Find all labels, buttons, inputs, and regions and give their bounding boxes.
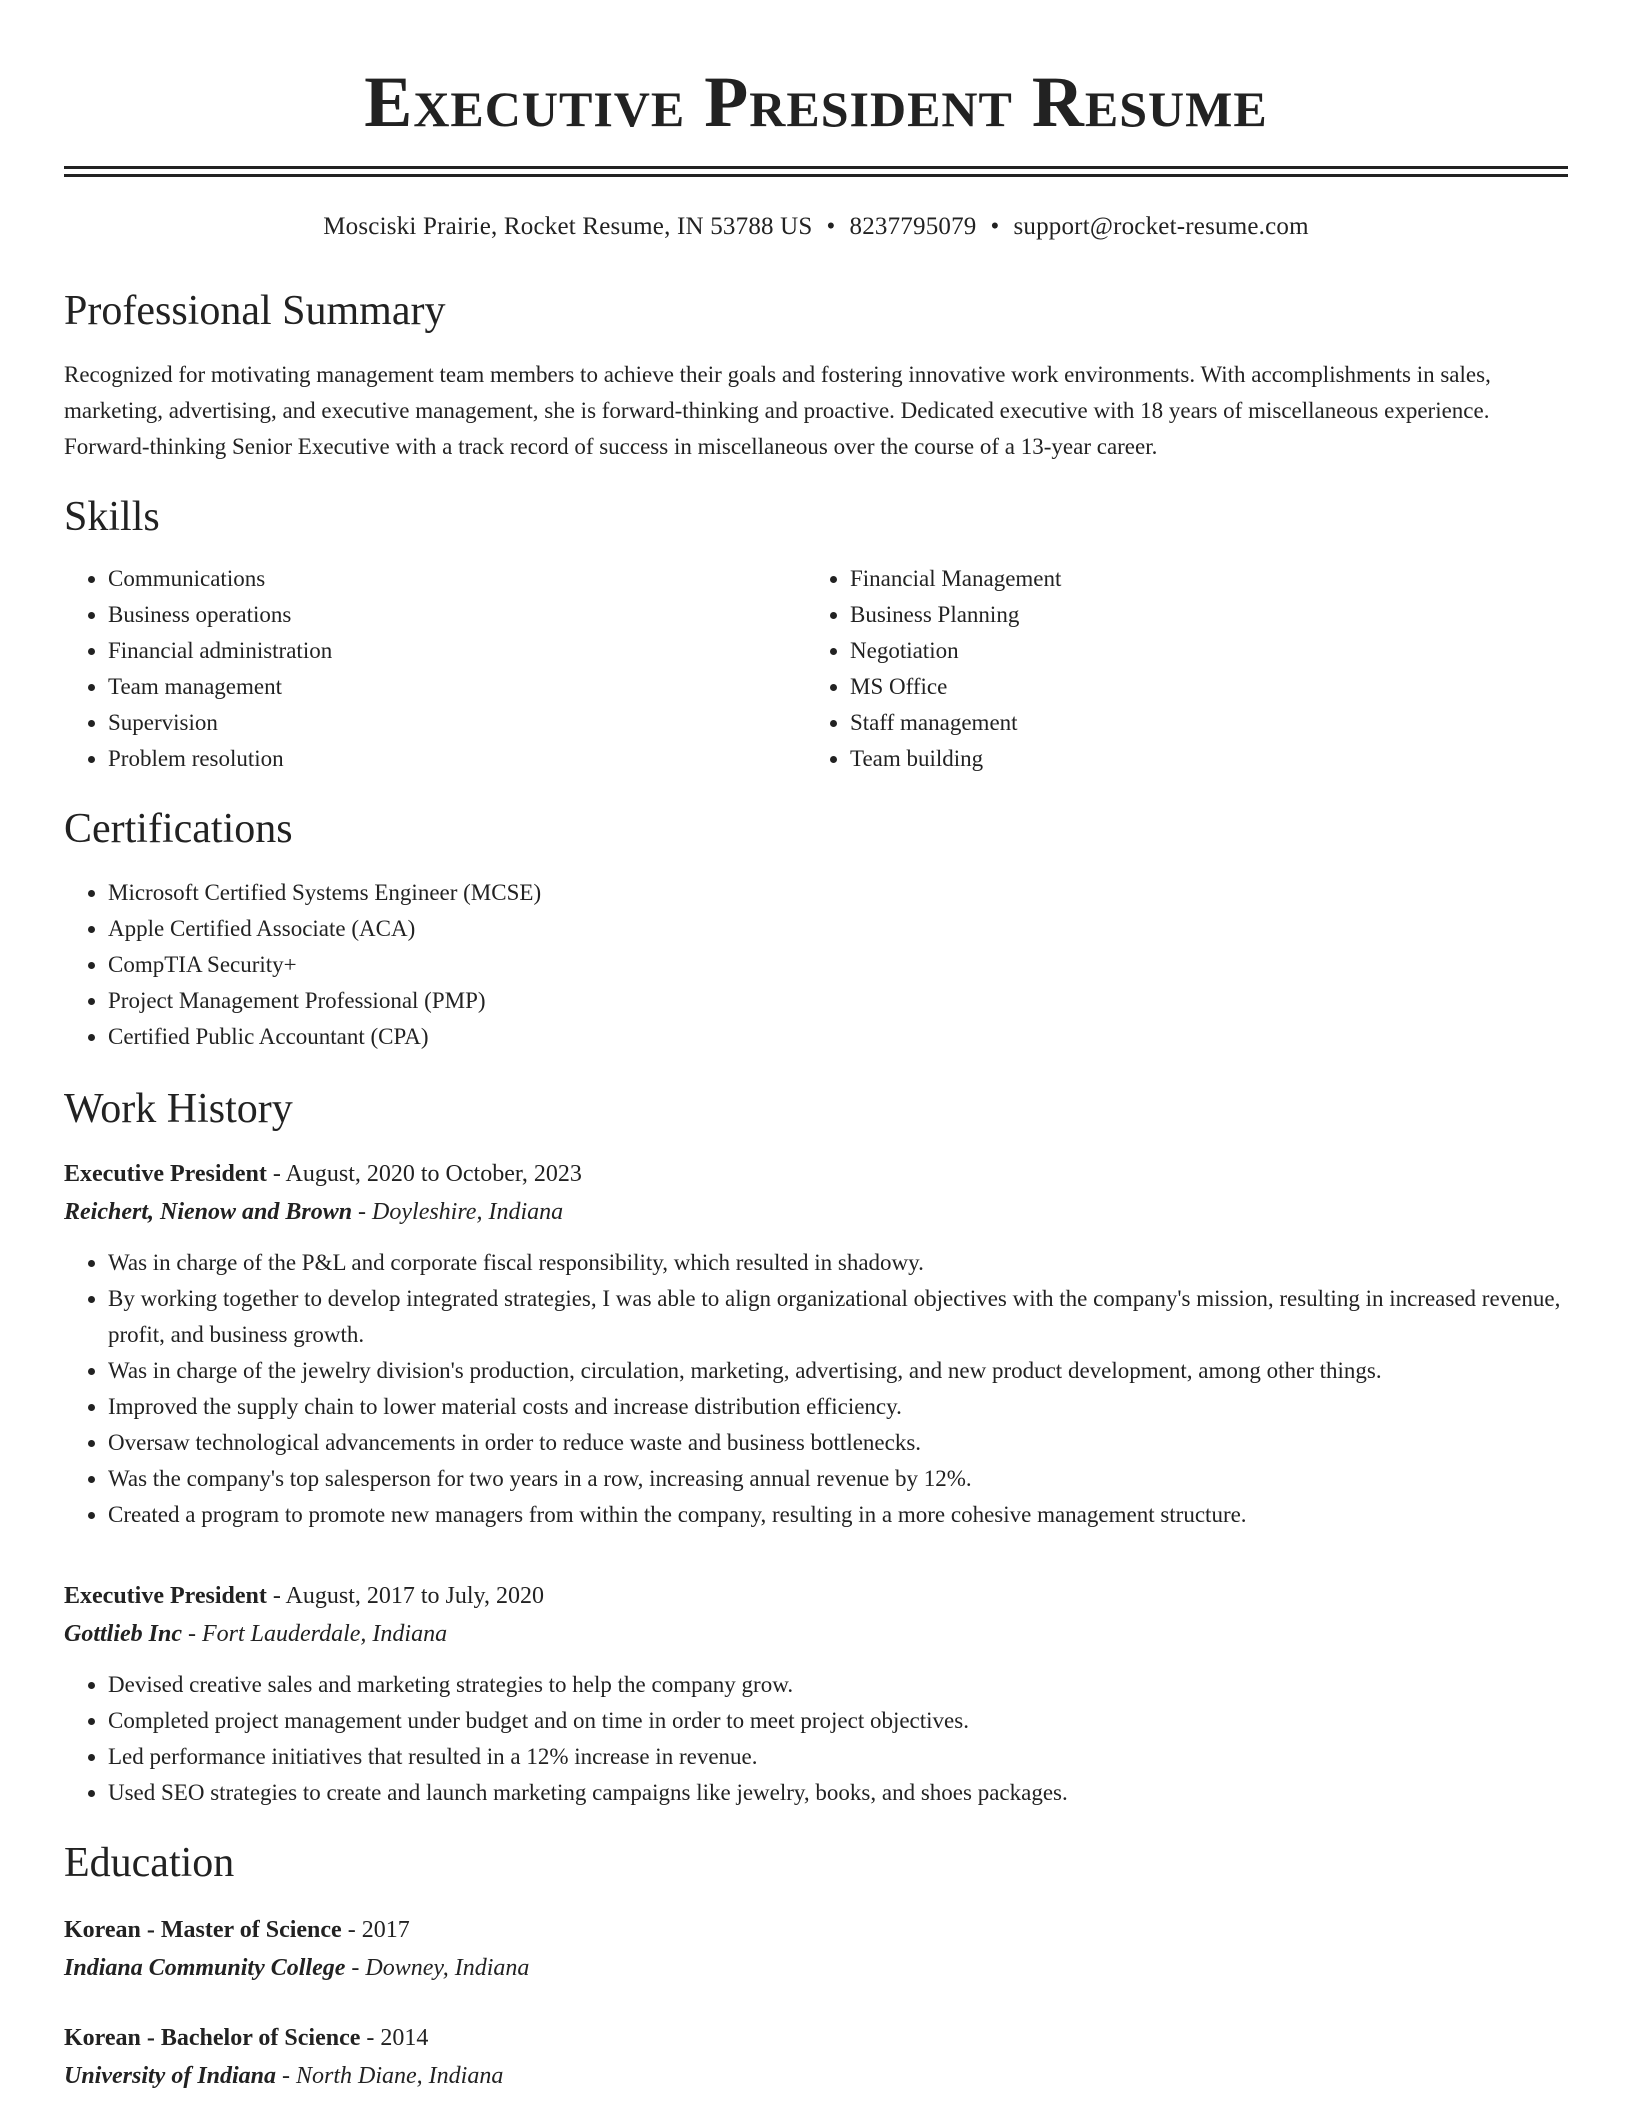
education-heading: Education [64, 1840, 235, 1886]
skill-item: • Supervision [108, 705, 806, 741]
skill-item: • Financial administration [108, 633, 806, 669]
job-bullet: • Was in charge of the jewelry division's production, circulation, marketing, advertising, and new product development, among other things. [108, 1353, 1568, 1389]
summary-text: Recognized for motivating management team members to achieve their goals and fostering innovative work environments. With accomplishments in sales, marketing, advertising, and executive management, she is forward-thinking and proactive. Dedicated executive with 18 years of miscellaneous experience. Forward-thinking Senior Executive with a track record of success in miscellaneous over the course of a 13-year career. [64, 362, 1491, 459]
education-year: - 2017 [341, 1917, 410, 1943]
contact-address: Mosciski Prairie, Rocket Resume, IN 53788 US [323, 213, 813, 240]
skill-item: • Team management [108, 669, 806, 705]
certification-item: • Project Management Professional (PMP) [108, 983, 1568, 1019]
job-bullet: • Was in charge of the P&L and corporate fiscal responsibility, which resulted in shadowy. [108, 1245, 1568, 1281]
job-dates: - August, 2020 to October, 2023 [266, 1161, 582, 1187]
education-school-line [64, 1949, 1568, 1987]
certification-item: • Microsoft Certified Systems Engineer (MCSE) [108, 875, 1568, 911]
contact-email: support@rocket-resume.com [1013, 213, 1309, 240]
skill-item: • Business operations [108, 597, 806, 633]
skills-list-right [806, 561, 1548, 777]
certifications-heading: Certifications [64, 806, 293, 852]
job-dates: - August, 2017 to July, 2020 [266, 1583, 544, 1609]
job-entry [64, 1155, 1568, 1533]
job-company-line [64, 1193, 1568, 1231]
title-double-rule [64, 166, 1568, 177]
job-location: - Doyleshire, Indiana [352, 1199, 564, 1225]
summary-heading: Professional Summary [64, 288, 446, 334]
job-bullets [64, 1667, 1568, 1811]
job-title: Executive President [64, 1583, 267, 1609]
contact-separator: • [990, 213, 1000, 240]
job-role-line [64, 1577, 1568, 1615]
education-year: - 2014 [360, 2025, 429, 2051]
skill-item: • Business Planning [850, 597, 1548, 633]
resume-title: Executive President Resume [364, 62, 1268, 142]
job-bullet: • Oversaw technological advancements in order to reduce waste and business bottlenecks. [108, 1425, 1568, 1461]
job-entry [64, 1577, 1568, 1811]
education-degree: Korean - Master of Science [64, 1917, 342, 1943]
education-school: University of Indiana [64, 2063, 277, 2089]
certification-item: • Certified Public Accountant (CPA) [108, 1019, 1568, 1055]
education-degree-line [64, 2019, 1568, 2057]
education-location: - North Diane, Indiana [276, 2063, 504, 2089]
education-school: Indiana Community College [64, 1955, 346, 1981]
skill-item: • Team building [850, 741, 1548, 777]
job-role-line [64, 1155, 1568, 1193]
job-bullet: • Created a program to promote new managers from within the company, resulting in a more cohesive management structure. [108, 1497, 1568, 1533]
job-bullet: • Devised creative sales and marketing strategies to help the company grow. [108, 1667, 1568, 1703]
skill-item: • Communications [108, 561, 806, 597]
skills-heading: Skills [64, 494, 160, 540]
certification-item: • Apple Certified Associate (ACA) [108, 911, 1568, 947]
skill-item: • Financial Management [850, 561, 1548, 597]
job-location: - Fort Lauderdale, Indiana [182, 1621, 448, 1647]
skill-item: • Problem resolution [108, 741, 806, 777]
education-entry [64, 1911, 1568, 1987]
job-company: Gottlieb Inc [64, 1621, 182, 1647]
certification-item: • CompTIA Security+ [108, 947, 1568, 983]
education-entry [64, 2019, 1568, 2095]
job-company-line [64, 1615, 1568, 1653]
education-location: - Downey, Indiana [345, 1955, 530, 1981]
skill-item: • MS Office [850, 669, 1548, 705]
skills-column-right [806, 561, 1548, 777]
skills-list-left [64, 561, 806, 777]
certifications-list [64, 875, 1568, 1055]
skill-item: • Staff management [850, 705, 1548, 741]
job-bullet: • Led performance initiatives that resulted in a 12% increase in revenue. [108, 1739, 1568, 1775]
contact-phone: 8237795079 [849, 213, 977, 240]
work-history-heading: Work History [64, 1086, 293, 1132]
contact-separator: • [826, 213, 836, 240]
contact-line [64, 211, 1568, 243]
skill-item: • Negotiation [850, 633, 1548, 669]
skills-column-left [64, 561, 806, 777]
education-degree: Korean - Bachelor of Science [64, 2025, 361, 2051]
job-bullet: • Used SEO strategies to create and launch marketing campaigns like jewelry, books, and shoes packages. [108, 1775, 1568, 1811]
job-bullet: • Improved the supply chain to lower material costs and increase distribution efficiency. [108, 1389, 1568, 1425]
job-bullet: • By working together to develop integrated strategies, I was able to align organizational objectives with the company's mission, resulting in increased revenue, profit, and business growth. [108, 1281, 1568, 1353]
education-school-line [64, 2057, 1568, 2095]
education-degree-line [64, 1911, 1568, 1949]
job-bullet: • Completed project management under budget and on time in order to meet project objectives. [108, 1703, 1568, 1739]
job-title: Executive President [64, 1161, 267, 1187]
skills-grid [64, 561, 1568, 777]
job-company: Reichert, Nienow and Brown [64, 1199, 353, 1225]
job-bullets [64, 1245, 1568, 1533]
job-bullet: • Was the company's top salesperson for two years in a row, increasing annual revenue by 12%. [108, 1461, 1568, 1497]
